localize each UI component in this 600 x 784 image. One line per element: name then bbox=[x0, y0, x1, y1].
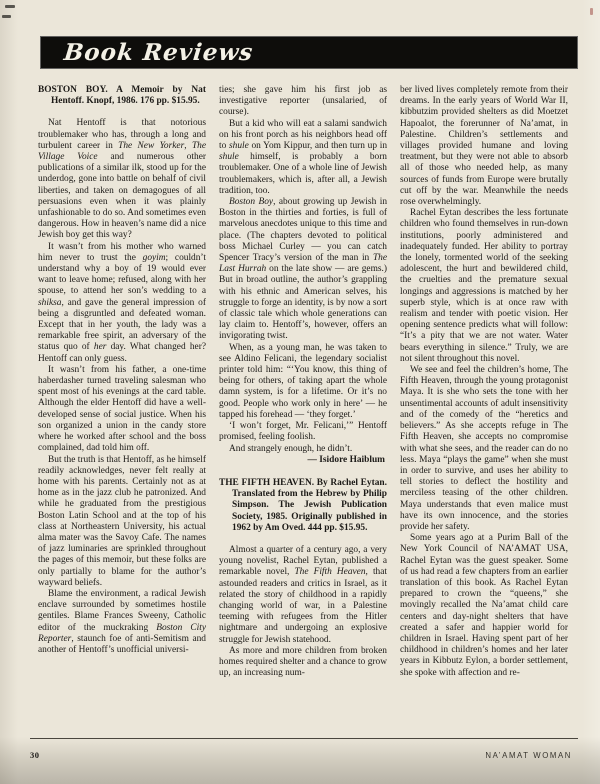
scan-mark bbox=[590, 8, 593, 15]
body-paragraph: It wasn’t from his mother who warned him never to trust the goyim; couldn’t understand why a boy of 19 would ever want to leave home; refused, along with her spouse, to attend her son’s wedding to a shiksa, and gave the general impression of being a disgruntled and defeated woman. Except that in her youth, the lady was a remarkable free spirit, an adversary of the status quo of her day. What changed her? Hentoff can only guess. bbox=[38, 241, 206, 364]
body-paragraph: Rachel Eytan describes the less fortunate children who found themselves in run-down institutions, poorly administered and inadequately funded. Her ability to portray the lonely, tormented world of the seeking adolescent, the hurt and bewildered child, the cruelties and the premature sexual longings and aggressions is matched by her superb style, which is at once raw with realism and tender with poetic vision. Her opening sentence predicts what will follow: “It’s a pity that we are not water. Water bears everything in silence.” Truly, we are not silent throughout this novel. bbox=[400, 208, 568, 364]
body-paragraph: Almost a quarter of a century ago, a very young novelist, Rachel Eytan, published a remarkable novel, The Fifth Heaven, that astounded readers and critics in Israel, as it related the story of childhood in a rapidly changing world of war, in a Palestine teeming with refugees from the Hitler nightmare and undergoing an explosive struggle for Jewish statehood. bbox=[219, 544, 387, 645]
review-byline: — Isidore Haiblum bbox=[307, 454, 385, 465]
section-banner bbox=[40, 36, 578, 69]
scan-mark bbox=[5, 5, 15, 8]
body-paragraph: Nat Hentoff is that notorious troublemaker who has, through a long and turbulent career in The New Yorker, The Village Voice and numerous other publications of a similar ilk, stood up for the underdog, gone into battle on behalf of civil liberties, and taken on demagogues of all persuasions even when it was plainly unfashionable to do so. And sometimes even dangerous. How in heaven’s name did a nice Jewish boy get this way? bbox=[38, 118, 206, 241]
review-heading: THE FIFTH HEAVEN. By Rachel Eytan. Translated from the Hebrew by Philip Simpson. The Jewish Publication Society, 1985. Originally published in 1962 by Am Oved. 444 pp. $15.95. bbox=[219, 477, 387, 533]
scan-mark bbox=[2, 15, 11, 18]
section-title: Book Reviews bbox=[62, 39, 255, 66]
column-3 bbox=[400, 85, 568, 737]
body-paragraph: ‘I won’t forget, Mr. Felicani,’” Hentoff promised, feeling foolish. bbox=[219, 421, 387, 443]
page-number: 30 bbox=[30, 750, 40, 760]
body-paragraph: Blame the environment, a radical Jewish enclave surrounded by sometimes hostile gentiles. Blame Frances Sweeny, Catholic editor of the muckraking Boston City Reporter, staunch foe of anti-Semitism and another of Hentoff’s unofficial universi- bbox=[38, 588, 206, 655]
body-paragraph: Some years ago at a Purim Ball of the New York Council of NA’AMAT USA, Rachel Eytan was the guest speaker. Some of us had read a few chapters from an earlier translation of this book. As Rachel Eytan prepared to crown the “queens,” she movingly recalled the Na’amat child care centers and day-night shelters that have created a safer and happier world for children in Israel. Having spent part of her childhood in children’s homes and her later years in Kibbutz Eylon, a border settlement, she spoke with affection and re- bbox=[400, 533, 568, 678]
column-1 bbox=[38, 85, 206, 737]
body-paragraph: But the truth is that Hentoff, as he himself readily acknowledges, never felt really at home with his parents. Certainly not as at home as in the jazz club he patronized. And while he graduated from the prestigious Boston Latin School and at the top of his class at Northeastern University, his actual alma mater was the Savoy Cafe. The names of jazz luminaries are sprinkled throughout the pages of this memoir, but these folks are only partially to blame for the author’s wayward beliefs. bbox=[38, 454, 206, 588]
body-paragraph: And strangely enough, he didn’t. bbox=[229, 443, 353, 454]
column-2 bbox=[219, 85, 387, 737]
body-paragraph: Boston Boy, about growing up Jewish in Boston in the thirties and forties, is full of marvelous anecdotes unique to this time and place. (The chapters devoted to political boss Michael Curley — you can catch Spencer Tracy’s version of the man in The Last Hurrah on the late show — are gems.) But in broad outline, the author’s grappling with his ethnic and American selves, his struggle to forge an identity, is by now a sort of classic tale which whole generations can lay claim to. Hentoff’s, however, offers an invigorating twist. bbox=[219, 197, 387, 342]
body-paragraph: But a kid who will eat a salami sandwich on his front porch as his neighbors head off to shule on Yom Kippur, and then turn up in shule himself, is probably a born troublemaker. One of a whole line of Jewish troublemakers, which is, after all, a Jewish tradition, too. bbox=[219, 118, 387, 196]
body-paragraph: When, as a young man, he was taken to see Aldino Felicani, the legendary socialist printer told him: “‘You know, this thing of being for others, of taking apart the whole damn system, is for a lifetime. Or it’s no good. People who work only in here’ — he tapped his forehead — ‘they forget.’ bbox=[219, 342, 387, 420]
review-heading: BOSTON BOY. A Memoir by Nat Hentoff. Knopf, 1986. 176 pp. $15.95. bbox=[38, 85, 206, 107]
body-paragraph: ties; she gave him his first job as investigative reporter (unsalaried, of course). bbox=[219, 85, 387, 118]
body-paragraph: We see and feel the children’s home, The Fifth Heaven, through the young protagonist Maya. It is she who sets the tone with her unsentimental accounts of adult insensitivity and of the comedy of the “heretics and believers.” As she accepts refuge in The Fifth Heaven, she accepts no compromise with what she sees, and the reader can do no less. Maya “plays the game” when she must in order to survive, and uses her ability to tell stories to deflect the hostility and merciless teasing of the other children. Maya understands that even malice must have its own innocence, and the stories provide her safety. bbox=[400, 365, 568, 532]
article-columns bbox=[38, 85, 568, 737]
magazine-name: NA’AMAT WOMAN bbox=[485, 751, 572, 760]
body-paragraph: It wasn’t from his father, a one-time haberdasher turned traveling salesman who spent most of his evenings at the card table. Although the elder Hentoff did have a well-developed sense of social justice. When his son organized a union in the candy store where he worked after school and the boss complained, dad told him off. bbox=[38, 364, 206, 454]
footer-rule bbox=[30, 738, 578, 739]
body-paragraph: As more and more children from broken homes required shelter and a chance to grow up, an increasing num- bbox=[219, 645, 387, 679]
body-paragraph: ber lived lives completely remote from their dreams. In the early years of World War II, kibbutzim provided shelters as did Moetzet Hapoalot, the forerunner of Na’amat, in Palestine. Children’s settlements and villages provided humane and loving treatment, but they were not able to absorb all of those who needed help, as many sources of funds from Europe were brutally cut off by the war. Meanwhile the needs rose overwhelmingly. bbox=[400, 85, 568, 208]
